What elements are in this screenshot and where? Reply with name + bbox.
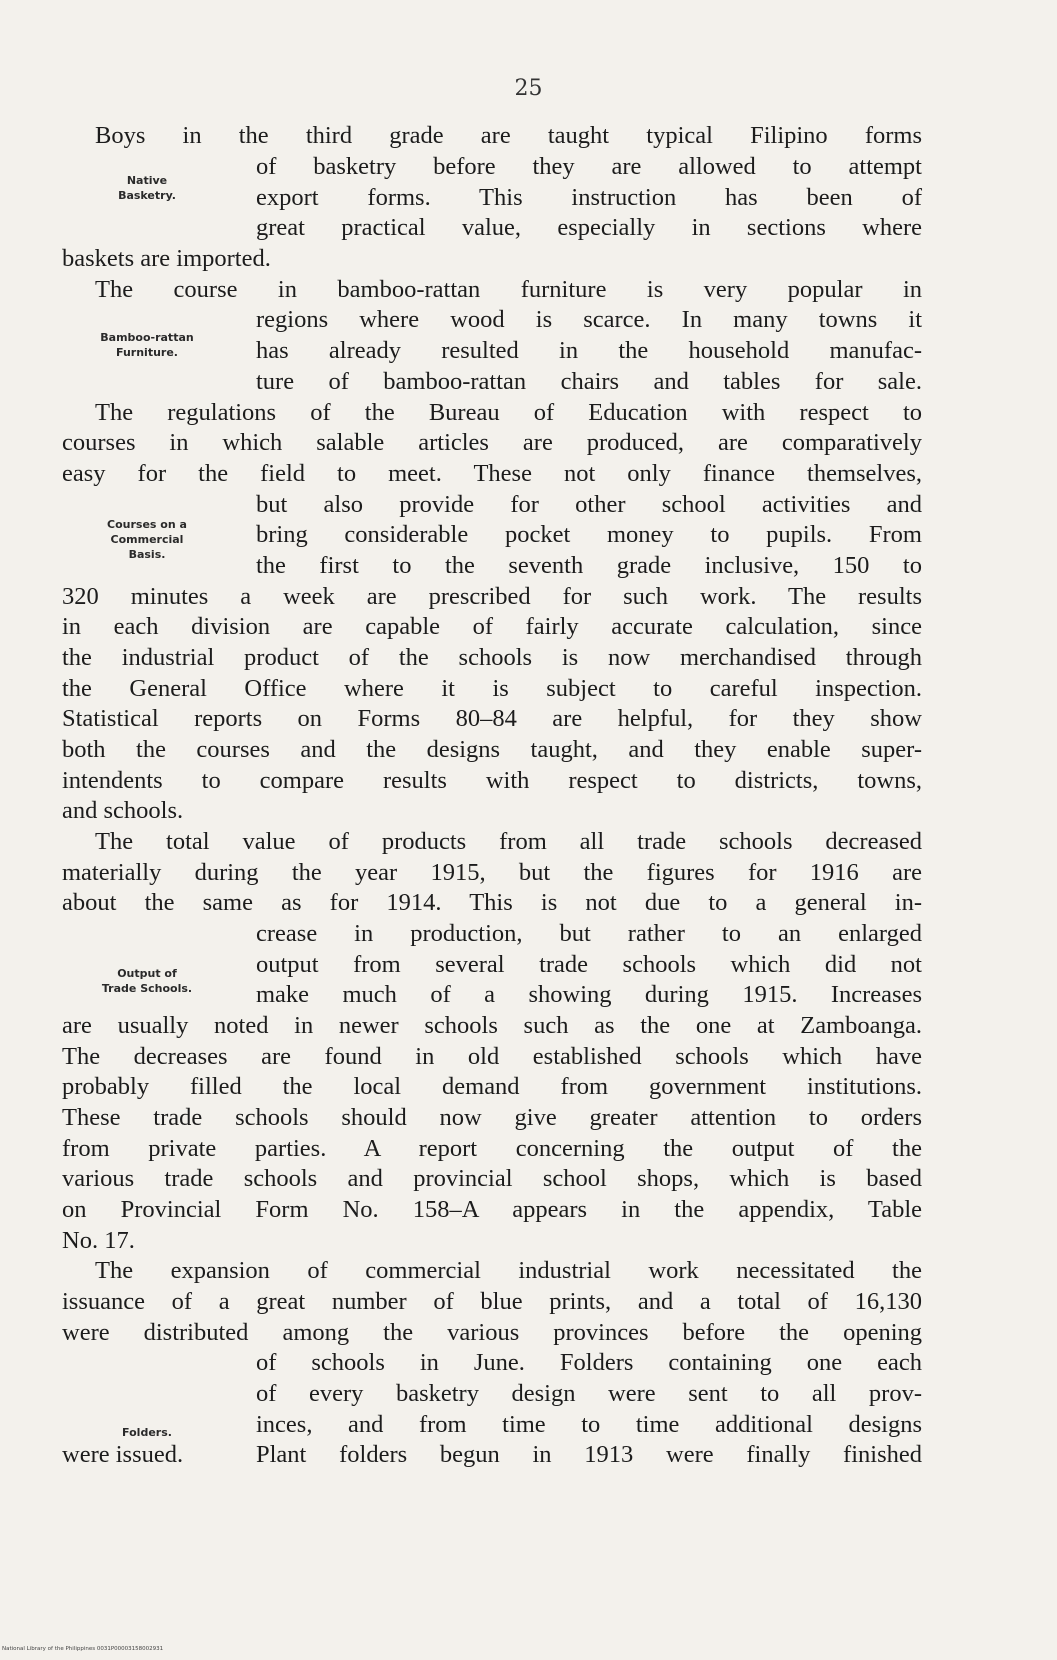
text-line: on Provincial Form No. 158–A appears in the appendix, Table — [62, 1196, 922, 1223]
text-line: bring considerable pocket money to pupils. From — [256, 521, 922, 548]
text-line: The regulations of the Bureau of Education with respect to — [95, 399, 922, 426]
margin-note-line: Folders. — [122, 1426, 172, 1439]
text-line: the first to the seventh grade inclusive, 150 to — [256, 552, 922, 579]
text-line: the General Office where it is subject to careful inspection. — [62, 675, 922, 702]
text-line: were issued. — [62, 1441, 184, 1468]
margin-note-line: Courses on a — [107, 518, 187, 531]
margin-note-trade-schools — [72, 966, 222, 996]
text-line: export forms. This instruction has been of — [256, 184, 922, 211]
margin-note-line: Native — [126, 174, 168, 187]
margin-note-native-basketry — [72, 173, 222, 203]
text-line: probably filled the local demand from government institutions. — [62, 1073, 922, 1100]
text-line: baskets are imported. — [62, 245, 271, 272]
text-line: but also provide for other school activities and — [256, 491, 922, 518]
margin-note-line: Bamboo-rattan — [100, 331, 194, 344]
text-line: materially during the year 1915, but the figures for 1916 are — [62, 859, 922, 886]
margin-note-line: Output of — [117, 967, 177, 980]
margin-note-line: Furniture. — [116, 346, 178, 359]
text-line: The decreases are found in old established schools which have — [62, 1043, 922, 1070]
text-line: of schools in June. Folders containing one each — [256, 1349, 922, 1376]
text-line: intendents to compare results with respect to districts, towns, — [62, 767, 922, 794]
margin-note-line: Commercial — [110, 533, 184, 546]
text-line: Statistical reports on Forms 80–84 are helpful, for they show — [62, 705, 922, 732]
text-line: These trade schools should now give greater attention to orders — [62, 1104, 922, 1131]
text-line: both the courses and the designs taught, and they enable super- — [62, 736, 922, 763]
text-line: the industrial product of the schools is now merchandised through — [62, 644, 922, 671]
margin-note-line: Basis. — [128, 548, 166, 561]
text-line: ture of bamboo-rattan chairs and tables for sale. — [256, 368, 922, 395]
margin-note-line: Trade Schools. — [101, 982, 193, 995]
text-line: from private parties. A report concerning the output of the — [62, 1135, 922, 1162]
text-line: easy for the field to meet. These not only finance themselves, — [62, 460, 922, 487]
text-line: output from several trade schools which did not — [256, 951, 922, 978]
library-footer: National Library of the Philippines 0031P00003158002931 — [2, 1646, 164, 1652]
text-line: make much of a showing during 1915. Increases — [256, 981, 922, 1008]
text-line: The total value of products from all trade schools decreased — [95, 828, 922, 855]
text-line: great practical value, especially in sections where — [256, 214, 922, 241]
text-line: Boys in the third grade are taught typical Filipino forms — [95, 122, 922, 149]
text-line: No. 17. — [62, 1227, 135, 1254]
text-line: courses in which salable articles are produced, are comparatively — [62, 429, 922, 456]
text-line: about the same as for 1914. This is not due to a general in- — [62, 889, 922, 916]
text-line: various trade schools and provincial school shops, which is based — [62, 1165, 922, 1192]
text-line: and schools. — [62, 797, 184, 824]
text-line: in each division are capable of fairly accurate calculation, since — [62, 613, 922, 640]
text-line: issuance of a great number of blue prints, and a total of 16,130 — [62, 1288, 922, 1315]
margin-note-bamboo-rattan — [72, 330, 222, 360]
margin-note-commercial-basis — [72, 517, 222, 562]
text-line: Plant folders begun in 1913 were finally finished — [256, 1441, 922, 1468]
text-line: crease in production, but rather to an enlarged — [256, 920, 922, 947]
text-line: are usually noted in newer schools such as the one at Zamboanga. — [62, 1012, 922, 1039]
text-line: regions where wood is scarce. In many towns it — [256, 306, 922, 333]
text-line: of every basketry design were sent to all prov- — [256, 1380, 922, 1407]
text-line: has already resulted in the household manufac- — [256, 337, 922, 364]
text-line: The course in bamboo-rattan furniture is very popular in — [95, 276, 922, 303]
margin-note-folders — [72, 1425, 222, 1440]
margin-note-line: Basketry. — [118, 189, 176, 202]
text-line: The expansion of commercial industrial work necessitated the — [95, 1257, 922, 1284]
text-line: inces, and from time to time additional designs — [256, 1411, 922, 1438]
text-line: of basketry before they are allowed to attempt — [256, 153, 922, 180]
text-line: were distributed among the various provinces before the opening — [62, 1319, 922, 1346]
text-line: 320 minutes a week are prescribed for such work. The results — [62, 583, 922, 610]
page-number: 25 — [514, 76, 543, 101]
